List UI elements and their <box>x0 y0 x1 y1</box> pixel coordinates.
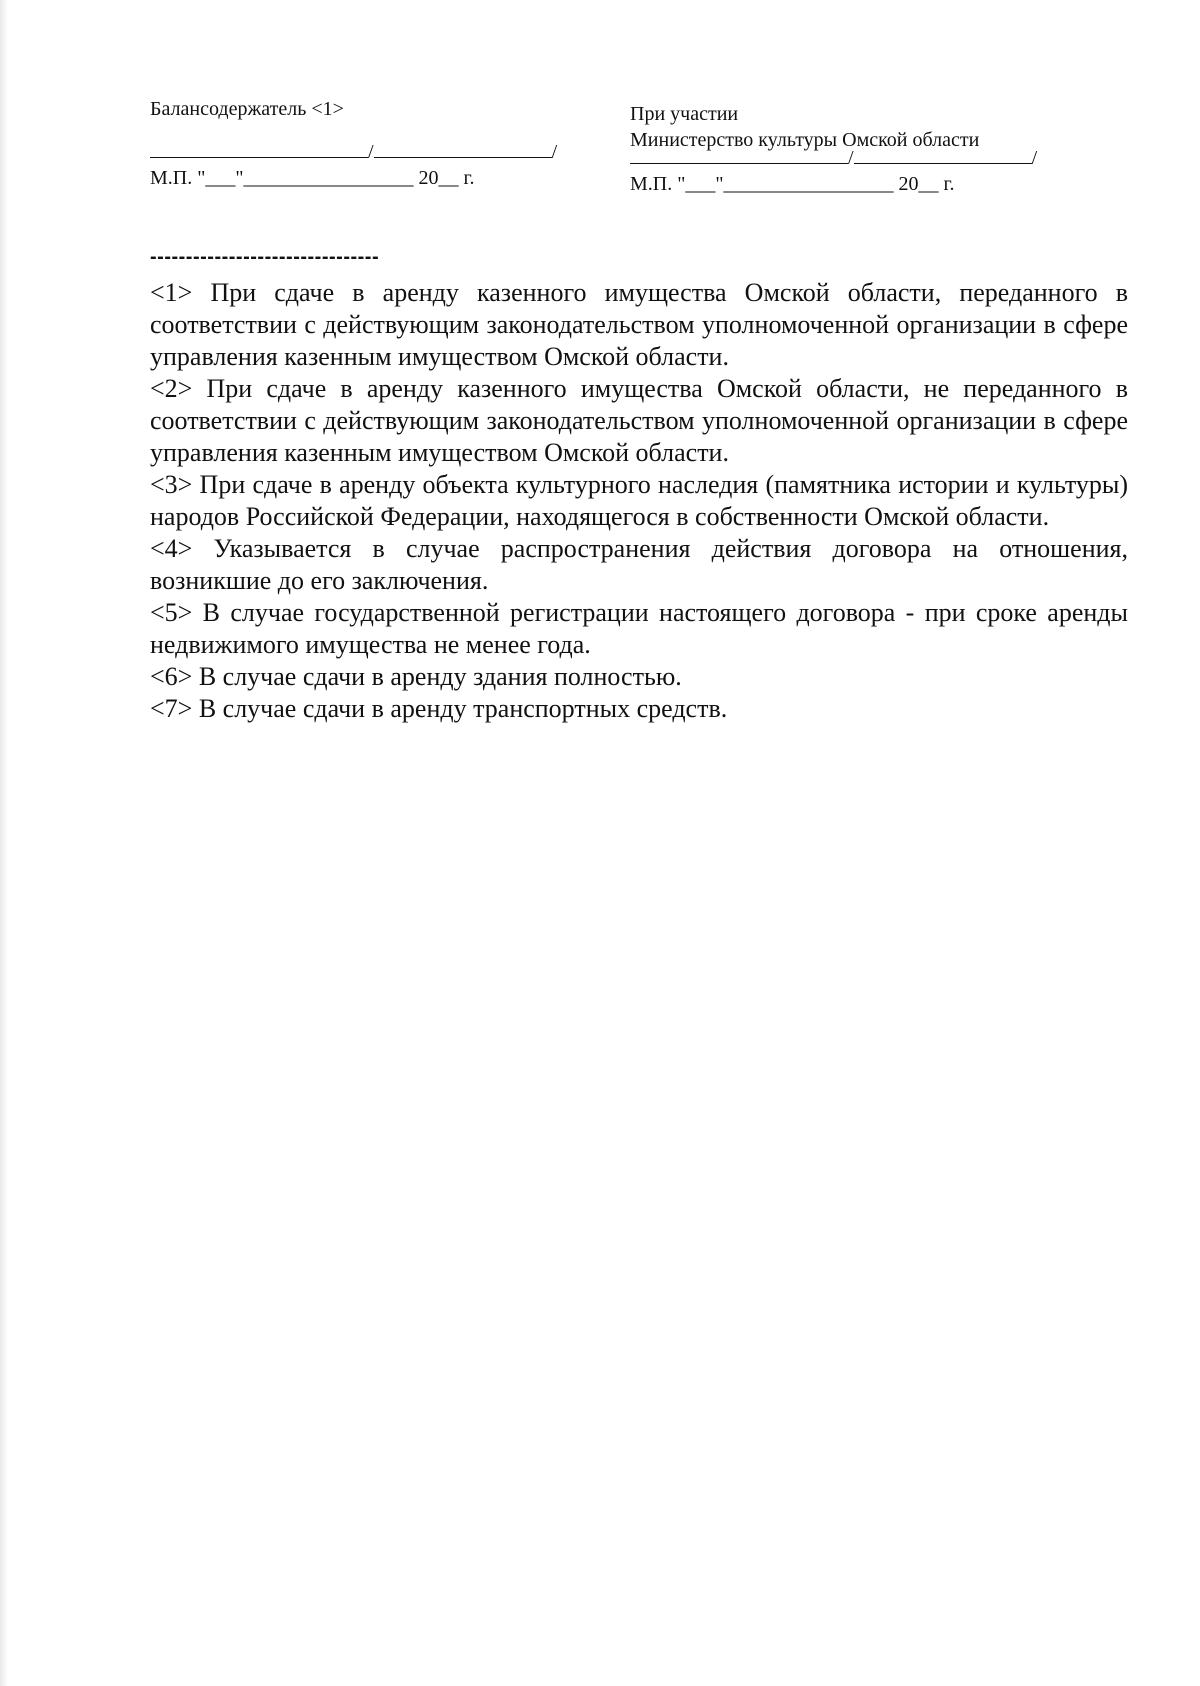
slash-separator: / <box>368 141 374 163</box>
footnote-1: <1> При сдаче в аренду казенного имущества Омской области, переданного в соответствии с действующим законодательством уполномоченной организации в сфере управления казенным имуществом Омской области. <box>150 278 1128 371</box>
stamp-date-line: М.П. "___"_________________ 20__ г. <box>150 167 475 189</box>
ministry-name: Министерство культуры Омской области <box>630 129 980 151</box>
participation-label: При участии <box>630 103 739 125</box>
signature-line <box>150 139 570 165</box>
footnote-7: <7> В случае сдачи в аренду транспортных средств. <box>150 694 728 723</box>
footnote-6: <6> В случае сдачи в аренду здания полностью. <box>150 662 682 691</box>
signature-blank <box>150 139 368 158</box>
stamp-date-line: М.П. "___"_________________ 20__ г. <box>630 173 955 195</box>
slash-separator: / <box>1031 147 1038 169</box>
signature-line <box>630 145 1050 171</box>
scan-edge <box>0 0 8 1686</box>
footnote-5: <5> В случае государственной регистрации настоящего договора - при сроке аренды недвижимого имущества не менее года. <box>150 598 1128 659</box>
slash-separator: / <box>551 141 558 163</box>
footnote-4: <4> Указывается в случае распространения действия договора на отношения, возникшие до его заключения. <box>150 534 1128 595</box>
name-blank <box>854 145 1032 164</box>
footnote-3: <3> При сдаче в аренду объекта культурного наследия (памятника истории и культуры) народов Российской Федерации, находящегося в собственности Омской области. <box>150 470 1128 531</box>
balance-holder-label: Балансодержатель <1> <box>150 98 344 120</box>
ministry-signature-block <box>630 101 1050 197</box>
footnotes-section <box>150 277 1128 725</box>
balance-holder-signature-block <box>150 96 570 191</box>
signature-blank <box>630 145 848 164</box>
footnote-separator: -------------------------------- <box>150 246 380 268</box>
name-blank <box>374 139 552 158</box>
footnote-2: <2> При сдаче в аренду казенного имущества Омской области, не переданного в соответствии с действующим законодательством уполномоченной организации в сфере управления казенным имуществом Омской области. <box>150 374 1128 467</box>
slash-separator: / <box>848 147 854 169</box>
